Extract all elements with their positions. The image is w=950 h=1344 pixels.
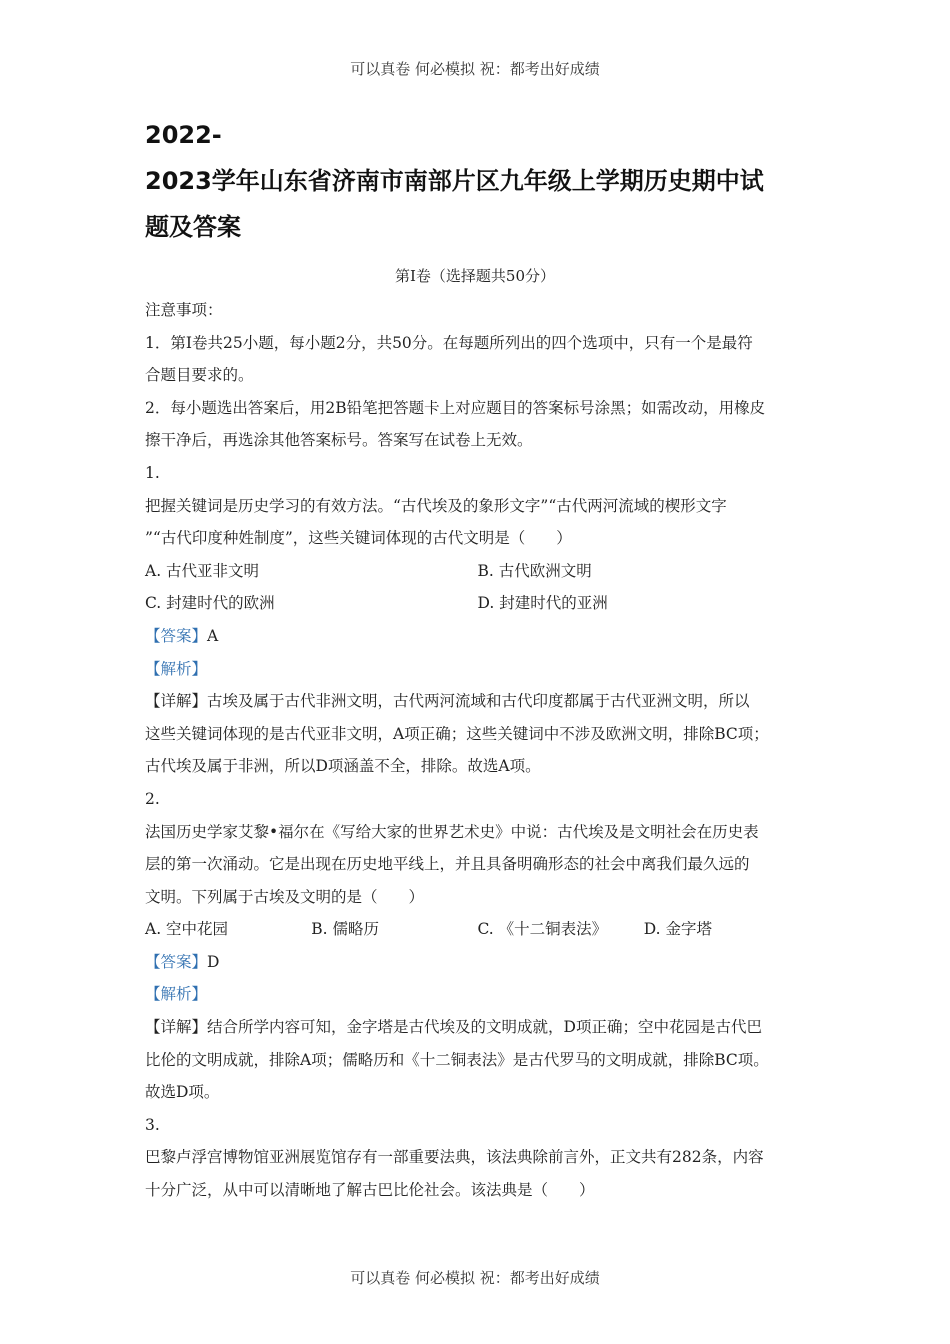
question-2-detail-line-1	[145, 1011, 810, 1044]
question-1-detail-line-3: 古代埃及属于非洲，所以D项涵盖不全，排除。故选A项。	[145, 757, 541, 776]
title-line-1: 2022-	[145, 121, 222, 149]
question-2-answer-value: D	[207, 952, 220, 971]
answer-tag: 【答案】	[145, 952, 208, 971]
question-1-options-row-1	[145, 555, 810, 588]
question-1-stem-line-1: 把握关键词是历史学习的有效方法。“古代埃及的象形文字”“古代两河流域的楔形文字	[145, 496, 727, 515]
question-2-option-a: A. 空中花园	[145, 920, 229, 939]
question-2-options-row	[145, 913, 810, 946]
question-2-detail-line-2: 比伦的文明成就，排除A项；儒略历和《十二铜表法》是古代罗马的文明成就，排除BC项。	[145, 1050, 769, 1069]
analysis-tag: 【解析】	[145, 659, 208, 678]
question-2-option-c: C. 《十二铜表法》	[477, 920, 608, 939]
question-1-option-a: A. 古代亚非文明	[145, 561, 260, 580]
document-title	[145, 112, 825, 250]
question-2-stem-line-2: 层的第一次涌动。它是出现在历史地平线上，并且具备明确形态的社会中离我们最久远的	[145, 855, 750, 874]
page-footer: 可以真卷 何必模拟 祝：都考出好成绩	[350, 1269, 600, 1287]
question-2-stem-line-3: 文明。下列属于古埃及文明的是（ ）	[145, 887, 425, 906]
question-1-analysis	[145, 653, 810, 686]
answer-tag: 【答案】	[145, 626, 208, 645]
section-heading: 第Ⅰ卷（选择题共50分）	[394, 267, 555, 285]
question-2-detail-text-1: 结合所学内容可知，金字塔是古代埃及的文明成就，D项正确；空中花园是古代巴	[207, 1018, 762, 1037]
question-2-option-b: B. 儒略历	[311, 920, 379, 939]
note-1-line-2: 合题目要求的。	[145, 366, 254, 385]
note-2-line-2: 擦干净后，再选涂其他答案标号。答案写在试卷上无效。	[145, 431, 533, 450]
question-1-options-row-2	[145, 587, 810, 620]
question-3-stem-line-1: 巴黎卢浮宫博物馆亚洲展览馆存有一部重要法典，该法典除前言外，正文共有282条，内容	[145, 1148, 764, 1167]
question-1-option-c: C. 封建时代的欧洲	[145, 594, 275, 613]
title-line-3: 题及答案	[145, 213, 241, 241]
question-1-detail-line-2: 这些关键词体现的是古代亚非文明，A项正确；这些关键词中不涉及欧洲文明，排除BC项；	[145, 724, 769, 743]
title-line-2: 2023学年山东省济南市南部片区九年级上学期历史期中试	[145, 167, 764, 195]
question-1-detail-text-1: 古埃及属于古代非洲文明，古代两河流域和古代印度都属于古代亚洲文明，所以	[207, 692, 750, 711]
question-1-option-b: B. 古代欧洲文明	[477, 561, 592, 580]
question-2-analysis	[145, 978, 810, 1011]
note-1-line-1: 1．第Ⅰ卷共25小题，每小题2分，共50分。在每题所列出的四个选项中，只有一个是最符	[145, 333, 753, 352]
question-1-option-d: D. 封建时代的亚洲	[477, 594, 608, 613]
question-2-detail-line-3: 故选D项。	[145, 1083, 220, 1102]
question-1-stem-line-2: ”“古代印度种姓制度”，这些关键词体现的古代文明是（ ）	[145, 529, 572, 548]
page-header: 可以真卷 何必模拟 祝：都考出好成绩	[350, 60, 600, 78]
detail-tag: 【详解】	[145, 692, 208, 711]
analysis-tag: 【解析】	[145, 985, 208, 1004]
document-body	[145, 294, 810, 1207]
question-3-number: 3.	[145, 1115, 160, 1134]
question-2-option-d: D. 金字塔	[643, 920, 712, 939]
question-2-stem-line-1: 法国历史学家艾黎•福尔在《写给大家的世界艺术史》中说：古代埃及是文明社会在历史表	[145, 822, 759, 841]
question-2-answer	[145, 946, 810, 979]
question-2-number: 2.	[145, 789, 160, 808]
question-1-number: 1.	[145, 463, 160, 482]
question-1-answer	[145, 620, 810, 653]
notes-heading: 注意事项：	[145, 301, 223, 319]
question-1-answer-value: A	[207, 626, 219, 645]
detail-tag: 【详解】	[145, 1018, 208, 1037]
question-1-detail-line-1	[145, 685, 810, 718]
question-3-stem-line-2: 十分广泛，从中可以清晰地了解古巴比伦社会。该法典是（ ）	[145, 1181, 595, 1200]
note-2-line-1: 2．每小题选出答案后，用2B铅笔把答题卡上对应题目的答案标号涂黑；如需改动，用橡皮	[145, 398, 766, 417]
